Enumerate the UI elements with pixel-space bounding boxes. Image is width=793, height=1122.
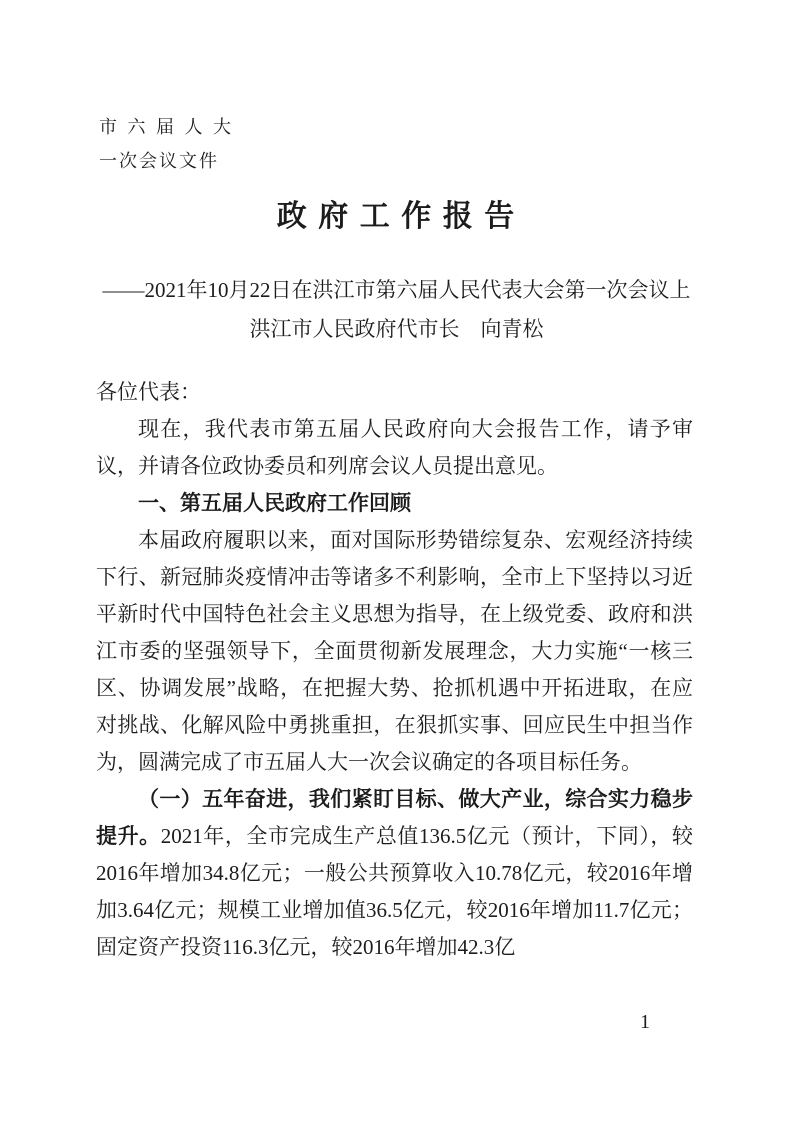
paragraph-review: 本届政府履职以来，面对国际形势错综复杂、宏观经济持续下行、新冠肺炎疫情冲击等诸多不利影响，全市上下坚持以习近平新时代中国特色社会主义思想为指导，在上级党委、政府和洪江市委的坚强领导下，全面贯彻新发展理念，大力实施“一核三区、协调发展”战略，在把握大势、抢抓机遇中开拓进取，在应对挑战、化解风险中勇挑重担，在狠抓实事、回应民生中担当作为，圆满完成了市五届人大一次会议确定的各项目标任务。 [96,528,693,774]
paragraph-intro: 现在，我代表市第五届人民政府向大会报告工作，请予审议，并请各位政协委员和列席会议人员提出意见。 [96,417,693,478]
meeting-document-label-line2: 一次会议文件 [99,151,219,171]
report-byline [0,271,793,349]
paragraph-achievement-lead: （一）五年奋进，我们紧盯目标、做大产业，综合实力稳步提升。 [96,787,693,848]
meeting-document-label-line1: 市 六 届 人 大 [99,117,234,137]
report-body [96,374,693,966]
paragraph-achievement-body: 2021年，全市完成生产总值136.5亿元（预计，下同），较2016年增加34.8亿元；一般公共预算收入10.78亿元，较2016年增加3.64亿元；规模工业增加值36.5亿元，较2016年增加11.7亿元；固定资产投资116.3亿元，较2016年增加42.3亿 [96,824,694,959]
page-number: 1 [640,1011,650,1033]
section-heading-1: 一、第五届人民政府工作回顾 [138,492,411,515]
meeting-document-label [99,110,234,178]
report-title: 政 府 工 作 报 告 [276,200,517,233]
byline-date-occasion: ——2021年10月22日在洪江市第六届人民代表大会第一次会议上 [102,278,691,302]
salutation: 各位代表： [96,380,201,404]
paragraph-achievement [96,781,693,966]
byline-speaker: 洪江市人民政府代市长 向青松 [249,317,544,341]
